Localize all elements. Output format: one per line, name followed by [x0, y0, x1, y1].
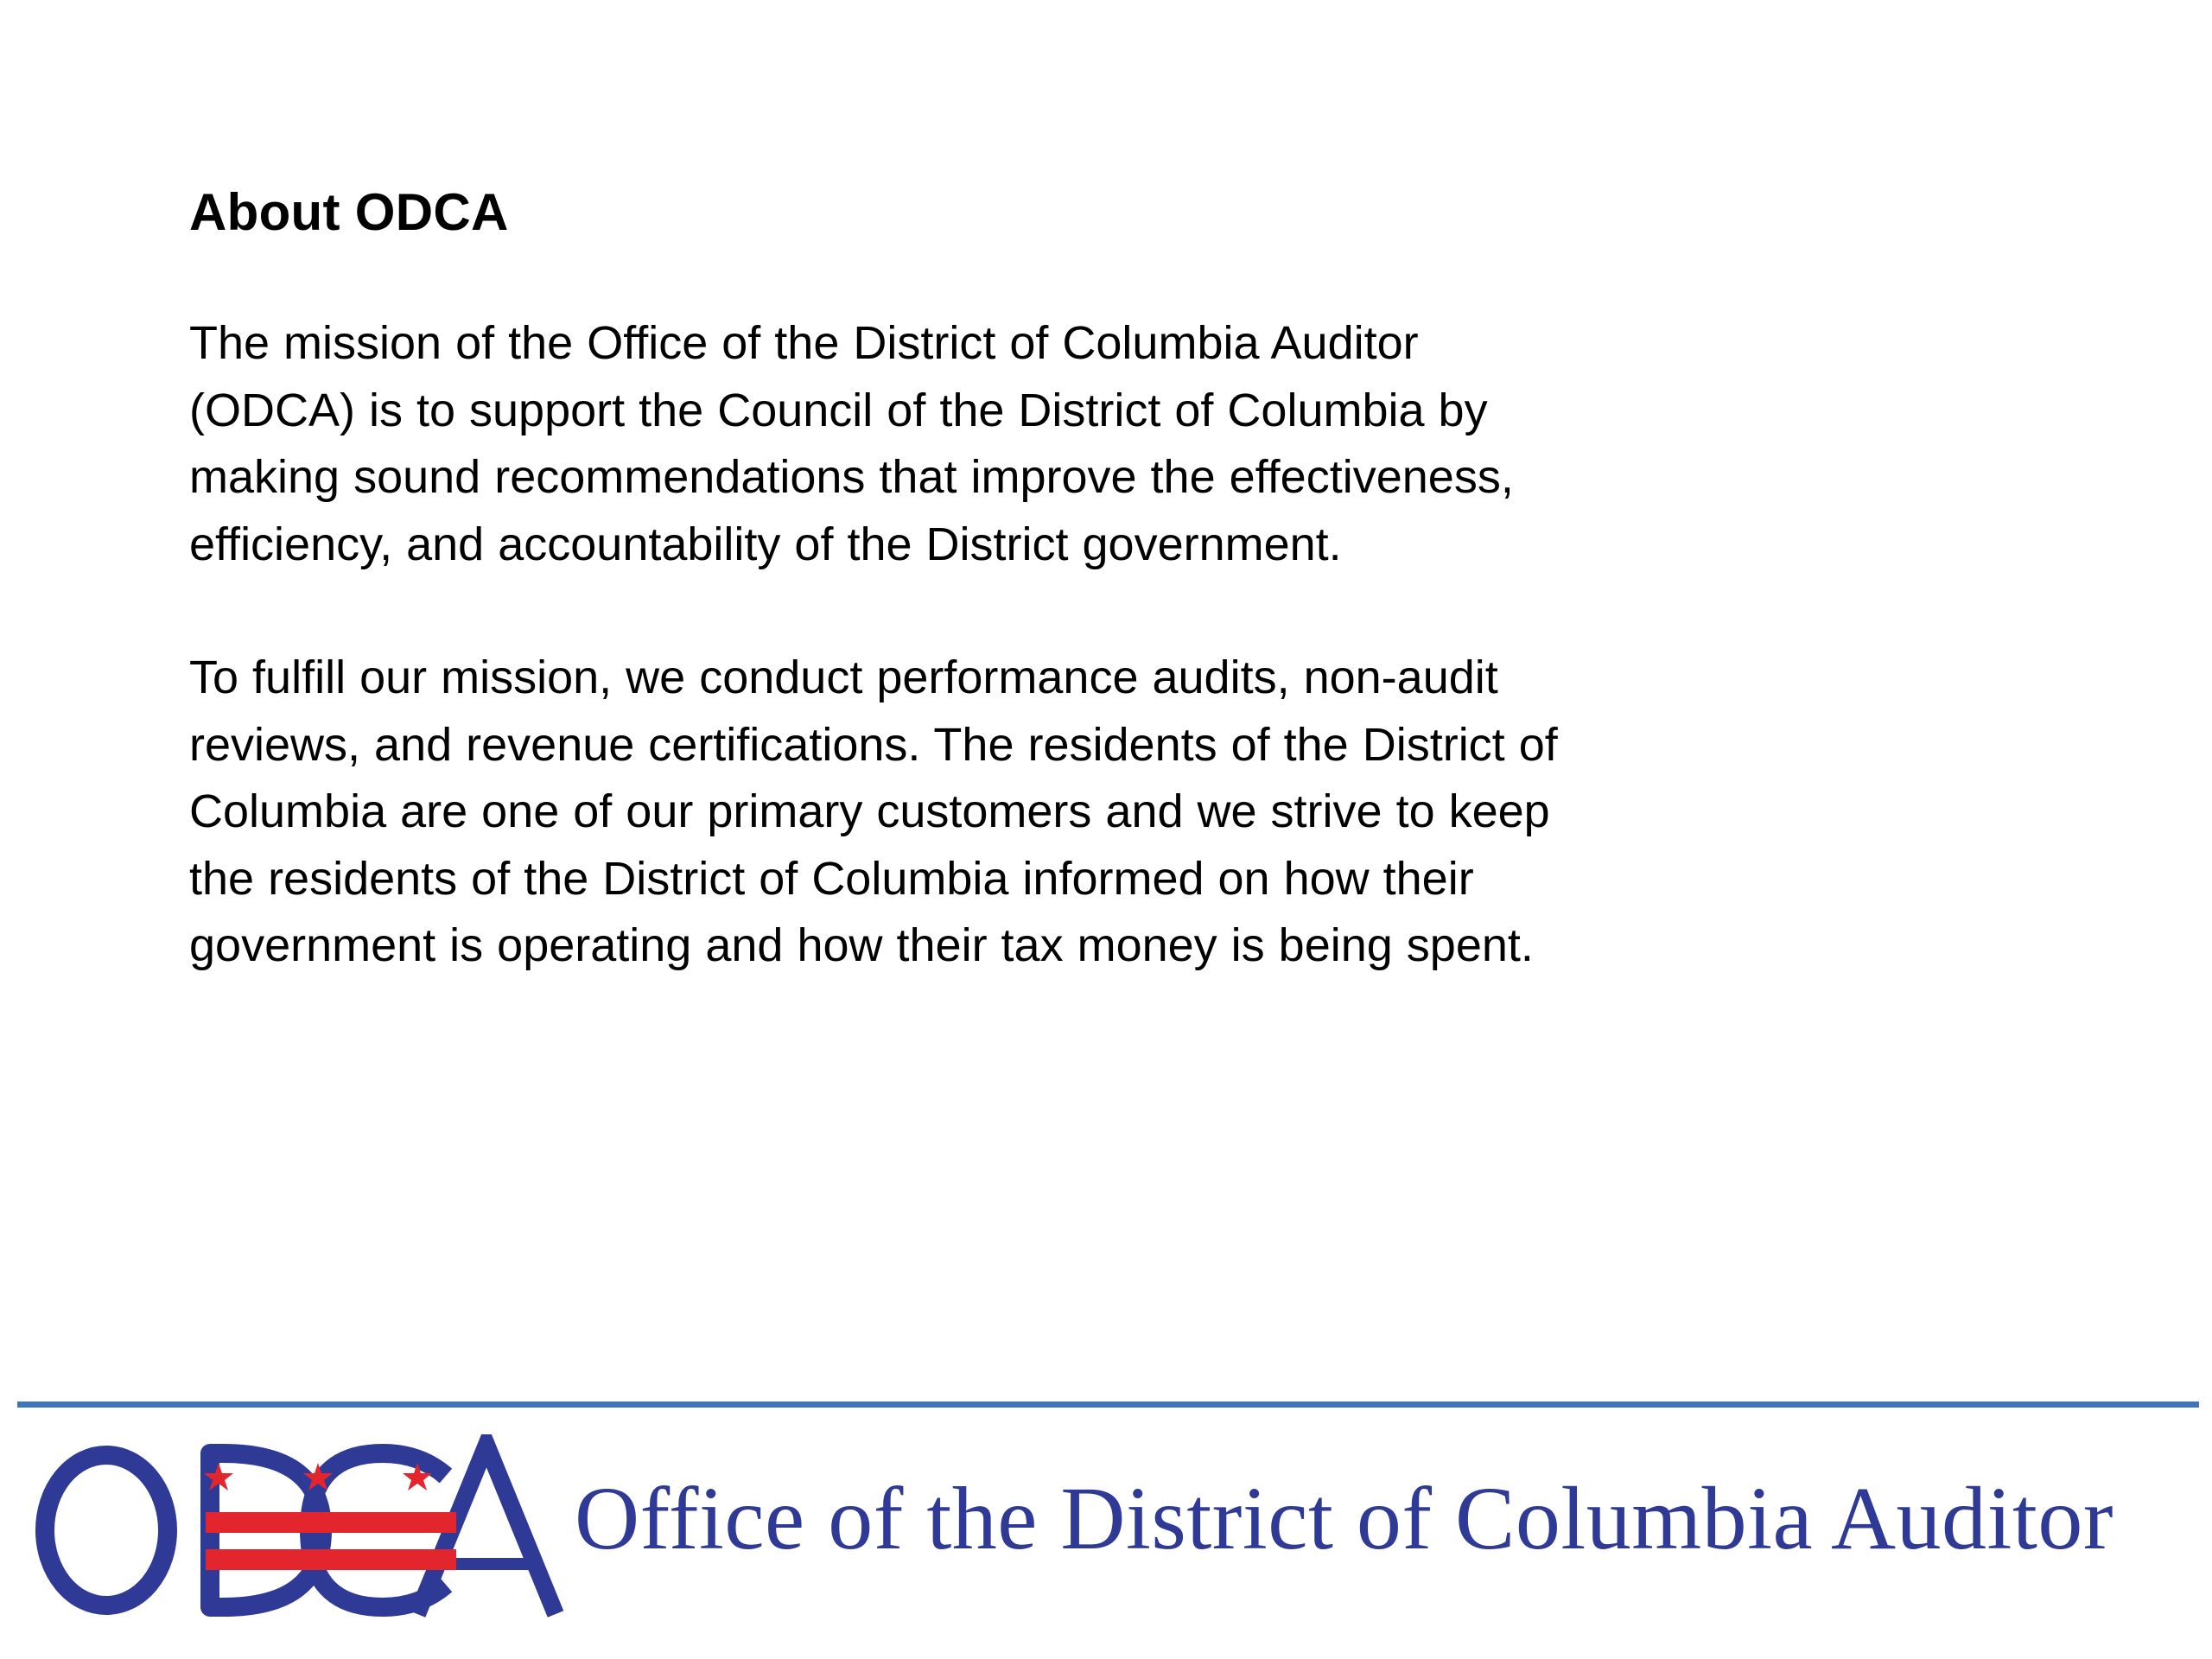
footer: [0, 1417, 2212, 1659]
activities-paragraph: To fulfill our mission, we conduct performance audits, non-audit reviews, and revenue certifications. The residents of the District of Columbia are one of our primary customers and we strive to keep the residents of the District of Columbia informed on how their government is operating and how their tax money is being spent.: [189, 652, 1558, 971]
mission-paragraph: The mission of the Office of the District of Columbia Auditor (ODCA) is to support the Council of the District of Columbia by making sound recommendations that improve the effectiveness, efficiency, and accountability of the District government.: [189, 317, 1514, 570]
footer-organization-name: Office of the District of Columbia Auditor: [575, 1469, 2113, 1568]
odca-logo: [33, 1434, 577, 1633]
page-title: About ODCA: [189, 183, 509, 241]
document-body: [189, 177, 1606, 980]
footer-divider: [17, 1402, 2199, 1408]
